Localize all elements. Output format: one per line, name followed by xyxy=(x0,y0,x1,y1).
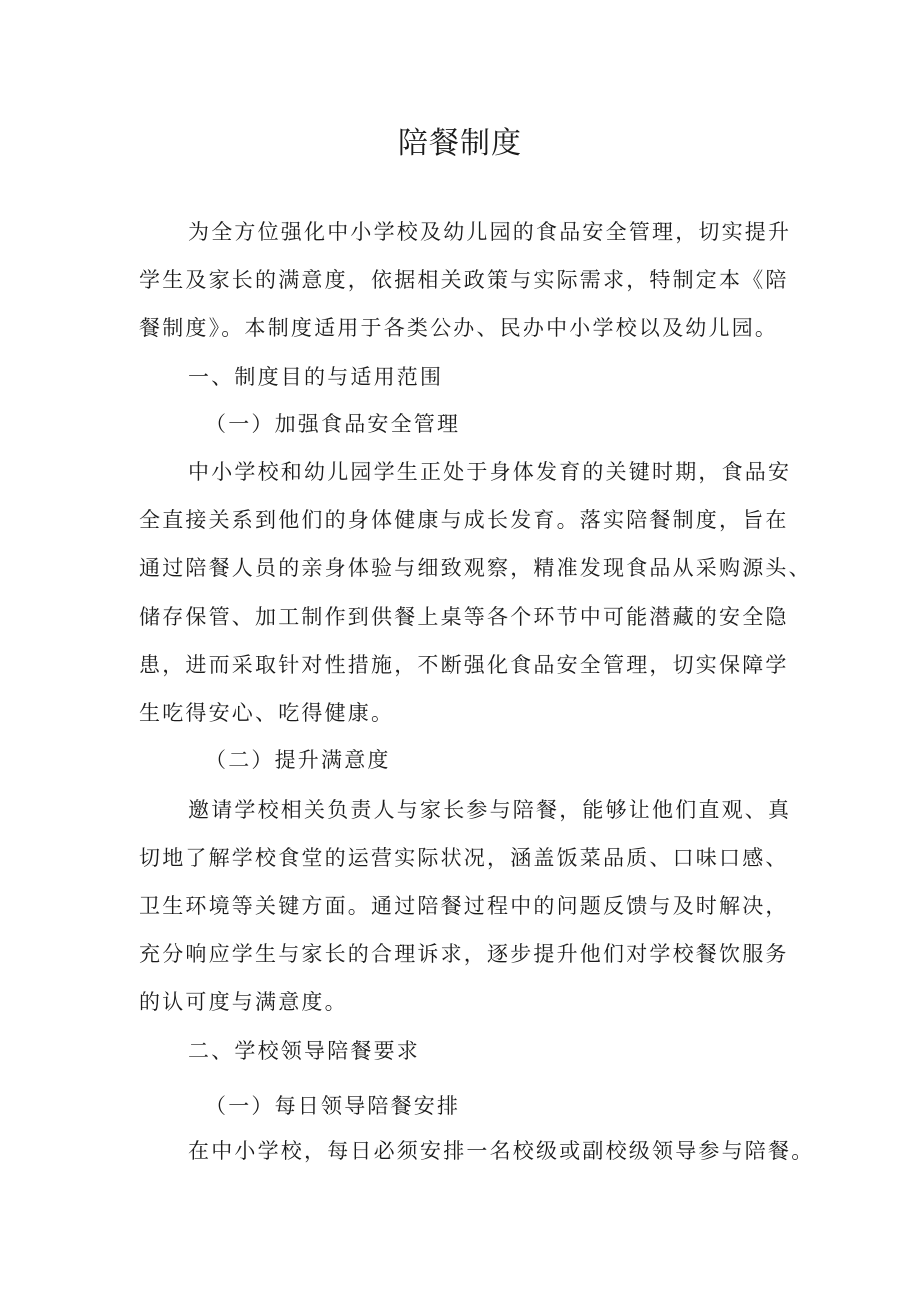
paragraph-line: 切地了解学校食堂的运营实际状况，涵盖饭菜品质、口味口感、 xyxy=(139,846,789,870)
section-heading: 二、学校领导陪餐要求 xyxy=(188,1039,420,1063)
paragraph-line: 在中小学校，每日必须安排一名校级或副校级领导参与陪餐。 xyxy=(188,1139,815,1163)
paragraph-line: 通过陪餐人员的亲身体验与细致观察，精准发现食品从采购源头、 xyxy=(139,556,812,580)
paragraph-line: 全直接关系到他们的身体健康与成长发育。落实陪餐制度，旨在 xyxy=(139,508,789,532)
paragraph-line: 的认可度与满意度。 xyxy=(139,990,348,1014)
paragraph-line: 卫生环境等关键方面。通过陪餐过程中的问题反馈与及时解决， xyxy=(139,894,789,918)
paragraph-line: 邀请学校相关负责人与家长参与陪餐，能够让他们直观、真 xyxy=(188,798,792,822)
subsection-heading: （一）每日领导陪餐安排 xyxy=(205,1094,461,1118)
subsection-heading: （二）提升满意度 xyxy=(205,748,391,772)
paragraph-line: 餐制度》。本制度适用于各类公办、民办中小学校以及幼儿园。 xyxy=(139,316,779,340)
document-title: 陪餐制度 xyxy=(398,126,522,161)
paragraph-line: 生吃得安心、吃得健康。 xyxy=(139,701,395,725)
paragraph-line: 学生及家长的满意度，依据相关政策与实际需求，特制定本《陪 xyxy=(139,268,789,292)
subsection-heading: （一）加强食品安全管理 xyxy=(205,412,461,436)
section-heading: 一、制度目的与适用范围 xyxy=(188,365,444,389)
paragraph-line: 中小学校和幼儿园学生正处于身体发育的关键时期，食品安 xyxy=(188,460,792,484)
paragraph-line: 储存保管、加工制作到供餐上桌等各个环节中可能潜藏的安全隐 xyxy=(139,605,789,629)
paragraph-line: 为全方位强化中小学校及幼儿园的食品安全管理，切实提升 xyxy=(188,220,792,244)
paragraph-line: 患，进而采取针对性措施，不断强化食品安全管理，切实保障学 xyxy=(139,653,789,677)
paragraph-line: 充分响应学生与家长的合理诉求，逐步提升他们对学校餐饮服务 xyxy=(139,942,789,966)
